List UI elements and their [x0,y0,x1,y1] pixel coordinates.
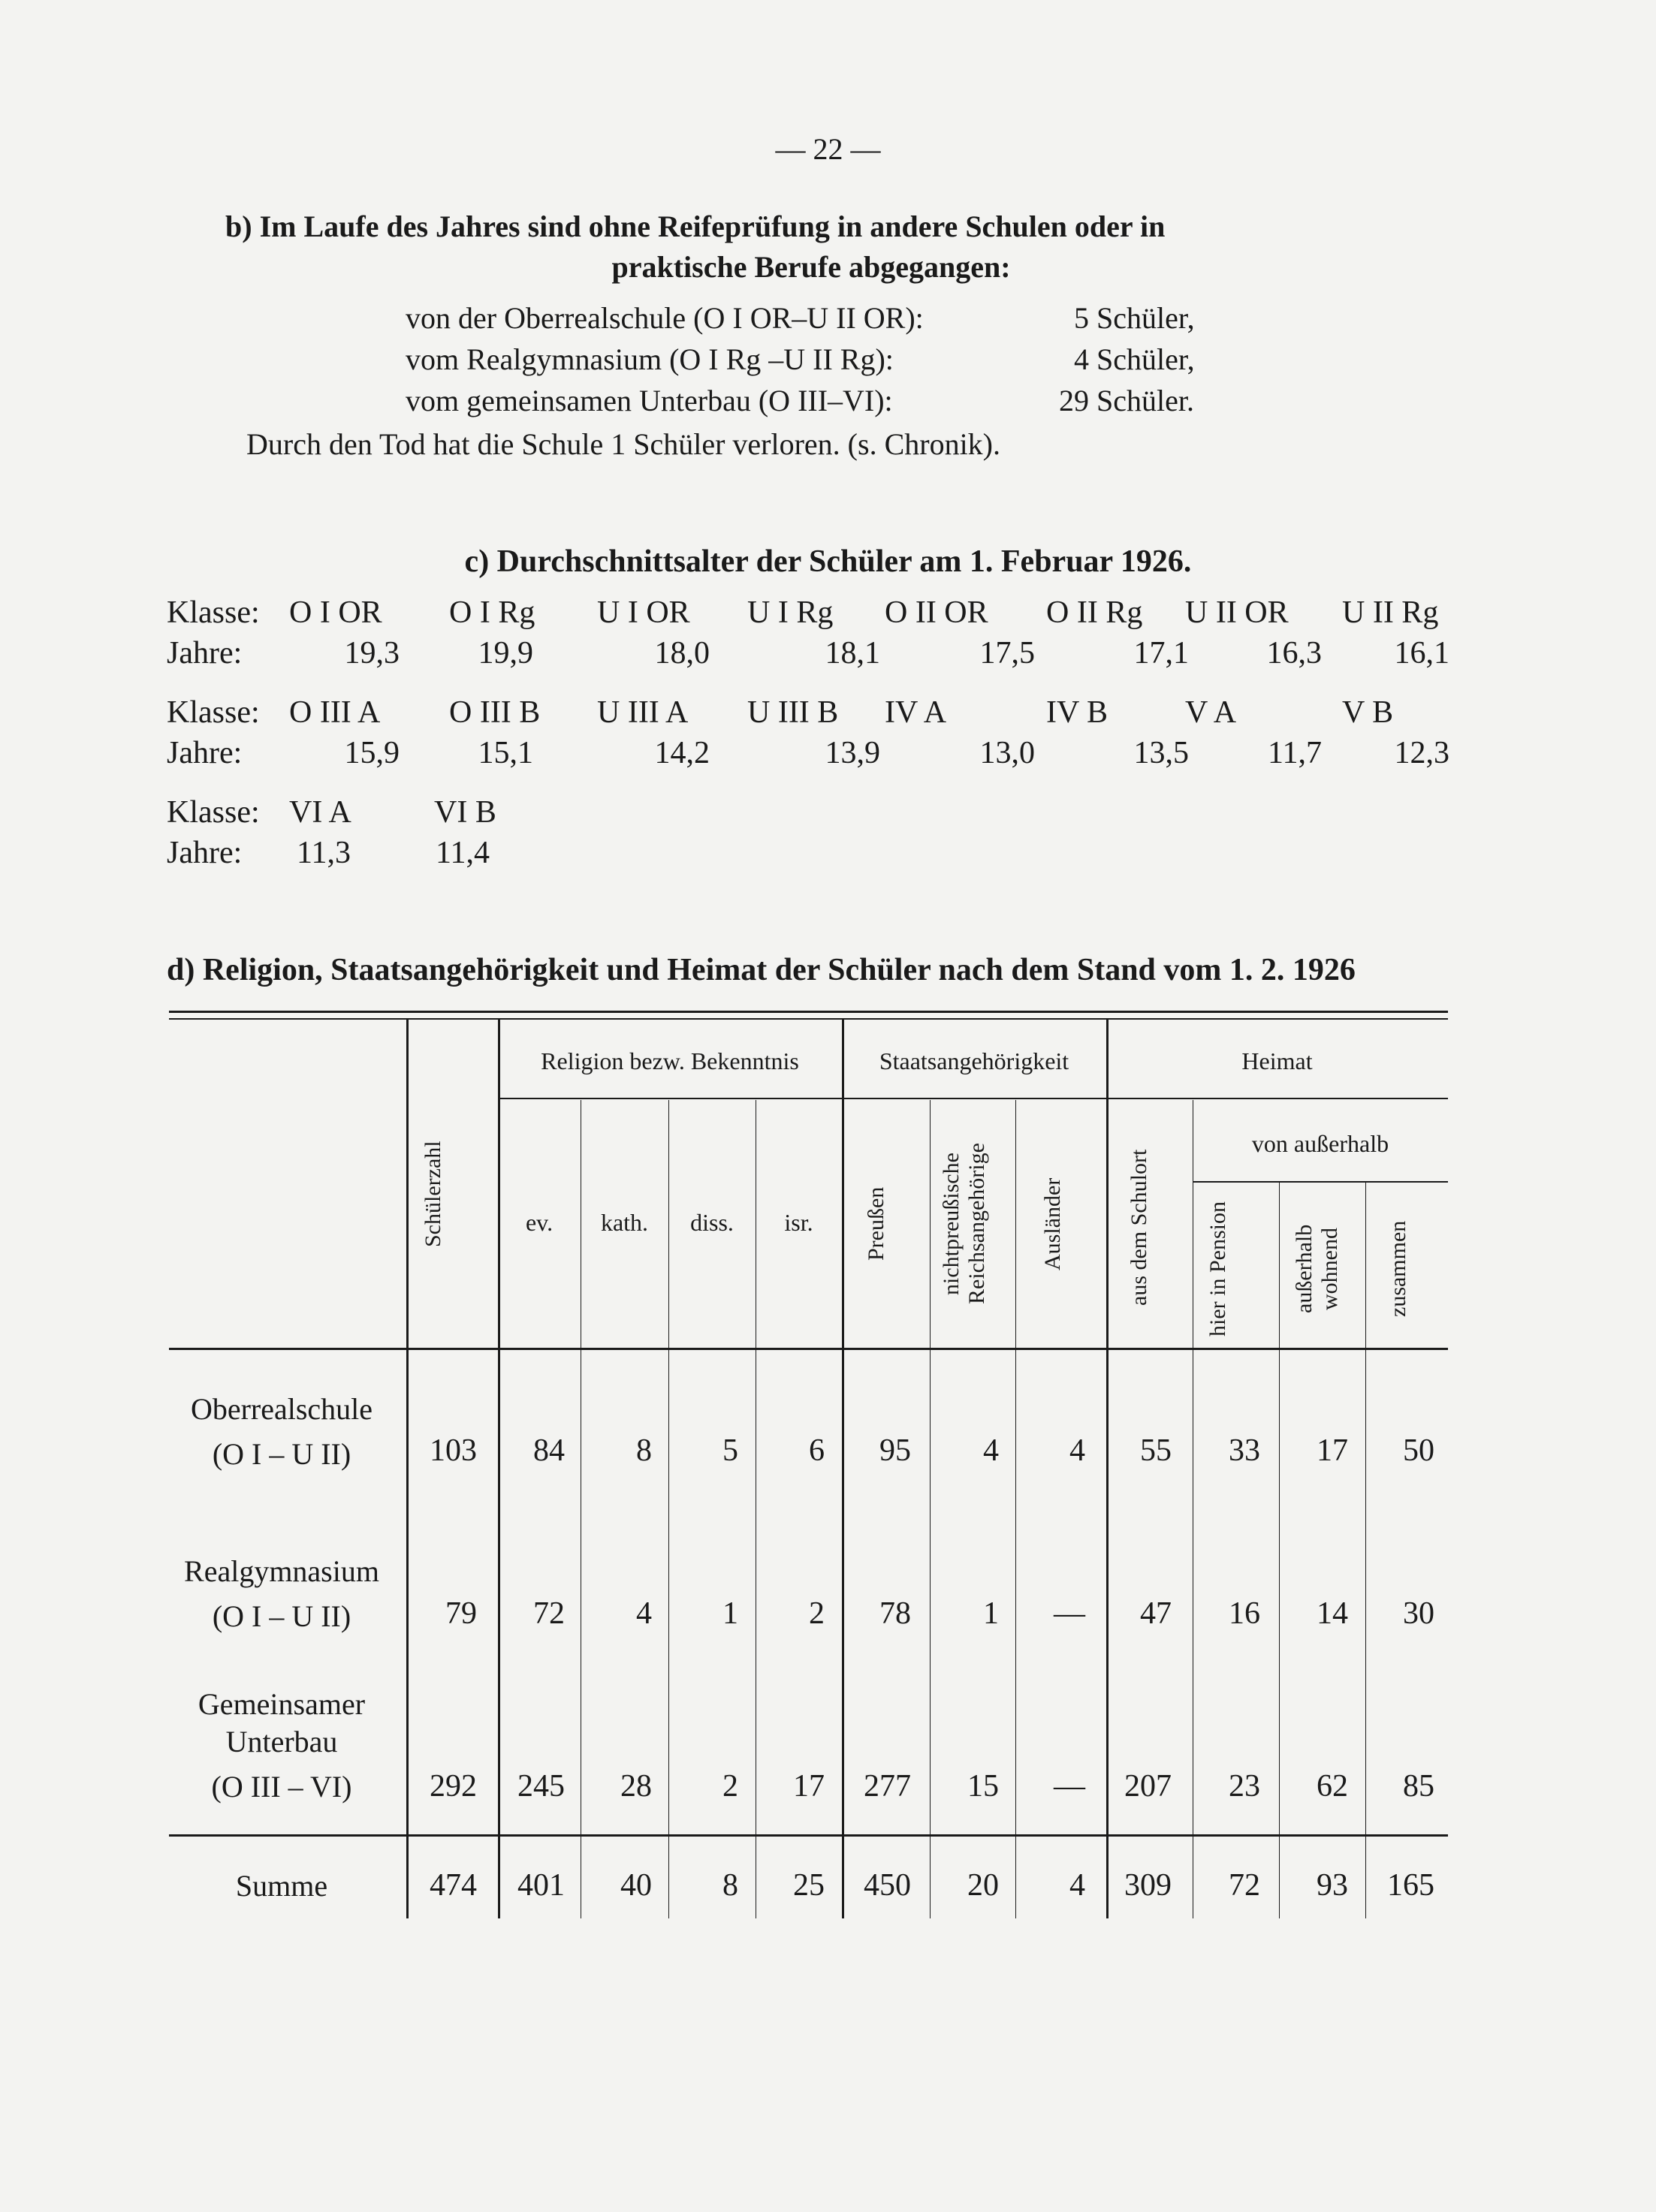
table-cell: 2 [722,1769,738,1804]
jahre-value: 11,4 [436,836,490,870]
table-cell: 15 [967,1769,999,1804]
klasse-value: O I OR [289,595,382,630]
klasse-value: V B [1342,695,1394,730]
table-top-rule [169,1011,1448,1013]
row-label: Unterbau [225,1725,338,1758]
table-cell: 47 [1140,1596,1172,1631]
header-ev: ev. [525,1209,554,1236]
jahre-value: 11,3 [297,836,351,870]
table-cell: 6 [809,1433,825,1468]
table-cell: 72 [533,1596,565,1631]
header-zusammen: zusammen [1386,1220,1410,1318]
summe-cell: 25 [793,1868,825,1903]
departure-label-unterbau: vom gemeinsamen Unterbau (O III–VI): [406,384,893,417]
section-d-heading: d) Religion, Staatsangehörigkeit und Heimat der Schüler nach dem Stand vom 1. 2. 1926 [167,953,1356,987]
table-cell: 17 [793,1769,825,1804]
row-label: (O III – VI) [211,1770,352,1804]
section-b-heading-line2: praktische Berufe abgegangen: [611,250,1011,284]
klasse-value: U III A [597,695,689,730]
table-cell: 8 [636,1433,652,1468]
header-schuelerzahl: Schülerzahl [421,1141,445,1247]
column-rule [406,1020,409,1918]
row-label: (O I – U II) [212,1599,351,1633]
table-cell: 1 [983,1596,999,1631]
header-preussen: Preußen [864,1186,888,1261]
jahre-label: Jahre: [167,836,243,870]
jahre-value: 15,1 [478,736,533,770]
column-rule [1279,1183,1280,1918]
table-cell: — [1054,1596,1085,1631]
column-rule [498,1020,500,1918]
header-schulort: aus dem Schulort [1127,1149,1151,1306]
departure-value-unterbau: 29 Schüler. [1059,384,1194,417]
departure-label-realgymnasium: vom Realgymnasium (O I Rg –U II Rg): [406,342,894,376]
klasse-label: Klasse: [167,795,260,830]
jahre-value: 18,0 [654,636,710,671]
header-isr: isr. [784,1209,813,1236]
row-label: Realgymnasium [184,1554,379,1588]
table-cell: 277 [864,1769,911,1804]
header-pension: hier in Pension [1205,1201,1230,1337]
jahre-label: Jahre: [167,736,243,770]
klasse-value: IV A [885,695,947,730]
table-cell: 5 [722,1433,738,1468]
jahre-value: 14,2 [654,736,710,770]
table-cell: 84 [533,1433,565,1468]
section-c-heading: c) Durchschnittsalter der Schüler am 1. Februar 1926. [464,544,1192,579]
klasse-value: U II Rg [1342,595,1439,630]
jahre-value: 16,1 [1394,636,1449,671]
table-cell: 23 [1229,1769,1260,1804]
jahre-value: 17,1 [1133,636,1189,671]
table-cell: 1 [722,1596,738,1631]
header-heimat: Heimat [1241,1047,1313,1074]
table-cell: 95 [879,1433,911,1468]
klasse-value: VI B [434,795,496,830]
table-cell: 2 [809,1596,825,1631]
table-cell: — [1054,1769,1085,1804]
row-label: (O I – U II) [212,1437,351,1471]
header-ausserhalb: von außerhalb [1251,1130,1389,1157]
death-note: Durch den Tod hat die Schule 1 Schüler verloren. (s. Chronik). [246,427,1001,461]
table-cell: 245 [517,1769,565,1804]
summe-cell: 72 [1229,1868,1260,1903]
jahre-value: 13,5 [1133,736,1189,770]
ausserhalb-rule [1193,1181,1448,1183]
column-rule [842,1020,844,1918]
header-aussen: außerhalb wohnend [1292,1224,1342,1314]
table-cell: 79 [445,1596,477,1631]
jahre-value: 12,3 [1394,736,1449,770]
table-top-rule-2 [169,1018,1448,1020]
table-cell: 55 [1140,1433,1172,1468]
column-rule [930,1100,931,1918]
jahre-label: Jahre: [167,636,243,671]
section-b-heading [225,206,1397,288]
klasse-label: Klasse: [167,695,260,730]
summe-cell: 450 [864,1868,911,1903]
departure-value-realgymnasium: 4 Schüler, [1074,342,1195,376]
summe-cell: 40 [620,1868,652,1903]
table-cell: 14 [1317,1596,1348,1631]
klasse-value: V A [1185,695,1237,730]
klasse-value: O II Rg [1046,595,1143,630]
jahre-value: 18,1 [825,636,880,671]
header-kath: kath. [600,1209,649,1236]
table-cell: 62 [1317,1769,1348,1804]
summe-cell: 93 [1317,1868,1348,1903]
header-diss: diss. [690,1209,734,1236]
departure-value-oberrealschule: 5 Schüler, [1074,301,1195,335]
summe-label: Summe [235,1869,328,1903]
table-cell: 30 [1403,1596,1434,1631]
klasse-value: VI A [289,795,351,830]
jahre-value: 19,9 [478,636,533,671]
header-ausland: Ausländer [1040,1177,1065,1270]
header-religion: Religion bezw. Bekenntnis [541,1047,799,1074]
klasse-value: O III A [289,695,381,730]
table-cell: 207 [1124,1769,1172,1804]
table-cell: 50 [1403,1433,1434,1468]
klasse-value: U III B [747,695,839,730]
column-rule [1015,1100,1016,1918]
table-cell: 28 [620,1769,652,1804]
jahre-value: 13,0 [979,736,1035,770]
jahre-value: 19,3 [344,636,400,671]
klasse-value: U II OR [1185,595,1289,630]
departure-label-oberrealschule: von der Oberrealschule (O I OR–U II OR): [406,301,924,335]
summe-cell: 474 [430,1868,477,1903]
table-cell: 103 [430,1433,477,1468]
table-cell: 33 [1229,1433,1260,1468]
table-cell: 17 [1317,1433,1348,1468]
header-staat: Staatsangehörigkeit [879,1047,1069,1074]
klasse-value: O I Rg [449,595,535,630]
group-rule-left [498,1098,1448,1099]
table-cell: 16 [1229,1596,1260,1631]
column-rule [1365,1183,1366,1918]
table-cell: 85 [1403,1769,1434,1804]
row-label: Oberrealschule [190,1392,373,1426]
klasse-value: O II OR [885,595,988,630]
summe-cell: 8 [722,1868,738,1903]
page-number: — 22 — [775,132,881,166]
jahre-value: 11,7 [1268,736,1322,770]
klasse-label: Klasse: [167,595,260,630]
jahre-value: 13,9 [825,736,880,770]
summe-cell: 4 [1069,1868,1085,1903]
jahre-value: 15,9 [344,736,400,770]
table-cell: 4 [1069,1433,1085,1468]
klasse-value: U I Rg [747,595,834,630]
header-reich: nichtpreußische Reichsangehörige [939,1143,989,1305]
table-cell: 78 [879,1596,911,1631]
row-label: Gemeinsamer [198,1687,366,1721]
section-b-heading-line1: b) Im Laufe des Jahres sind ohne Reifeprüfung in andere Schulen oder in [225,209,1166,243]
klasse-value: IV B [1046,695,1109,730]
summe-rule [169,1834,1448,1837]
summe-cell: 165 [1387,1868,1434,1903]
klasse-value: O III B [449,695,541,730]
jahre-value: 17,5 [979,636,1035,671]
summe-cell: 20 [967,1868,999,1903]
summe-cell: 401 [517,1868,565,1903]
header-bottom-rule [169,1348,1448,1350]
table-cell: 4 [983,1433,999,1468]
jahre-value: 16,3 [1266,636,1322,671]
column-rule [1106,1020,1109,1918]
summe-cell: 309 [1124,1868,1172,1903]
table-cell: 4 [636,1596,652,1631]
klasse-value: U I OR [597,595,690,630]
table-cell: 292 [430,1769,477,1804]
